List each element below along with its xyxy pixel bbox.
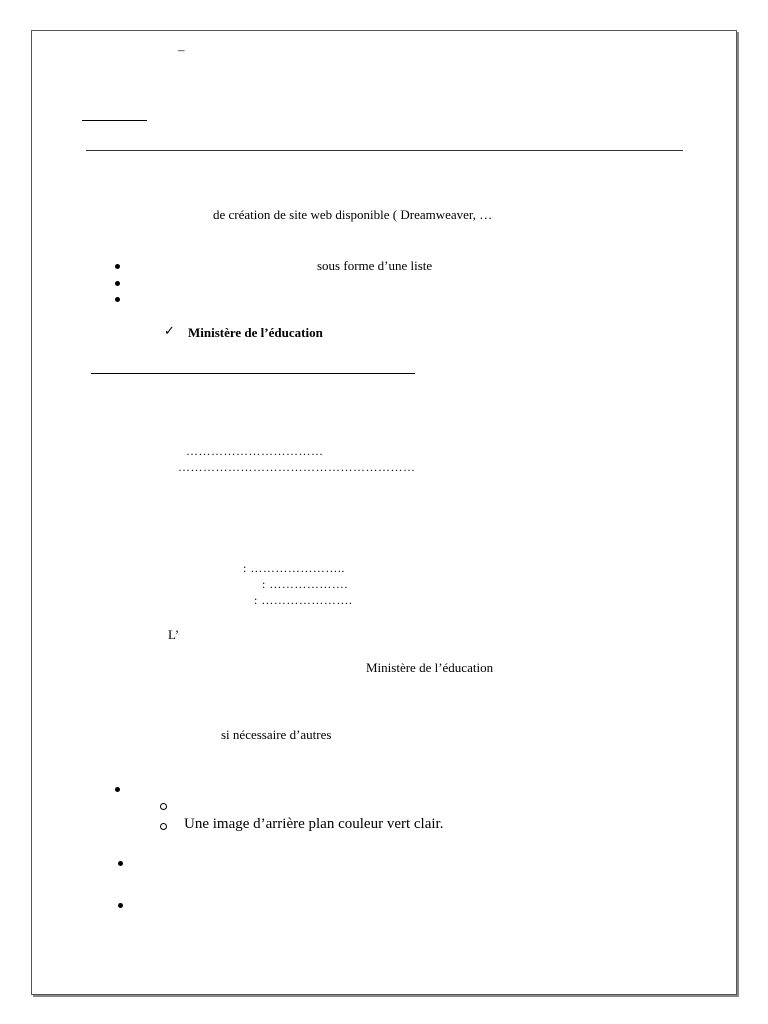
sublist-item: Une image d’arrière plan couleur vert clair. xyxy=(184,816,444,832)
list-bullet xyxy=(115,264,120,269)
dash-mark: – xyxy=(178,42,185,57)
dots-line: …………………………… xyxy=(186,444,324,458)
check-icon: ✓ xyxy=(164,323,175,338)
list-bullet xyxy=(118,903,123,908)
ministere-line: Ministère de l’éducation xyxy=(366,660,494,675)
field-dots: : ………………….. xyxy=(243,561,345,575)
list-bullet xyxy=(115,281,120,286)
section-underline xyxy=(91,373,415,374)
sublist-bullet xyxy=(160,823,167,830)
short-underline xyxy=(82,120,147,121)
l-apostrophe: L’ xyxy=(168,627,180,642)
list-bullet xyxy=(115,787,120,792)
si-necessaire-line: si nécessaire d’autres xyxy=(221,727,332,742)
field-dots: : ………………. xyxy=(262,577,348,591)
dots-line: ………………………………………………… xyxy=(178,460,416,474)
section-divider xyxy=(86,150,683,151)
sublist-bullet xyxy=(160,803,167,810)
page-border xyxy=(31,30,737,995)
check-item: Ministère de l’éducation xyxy=(188,325,323,340)
creation-line: de création de site web disponible ( Dreamweaver, … xyxy=(213,207,493,222)
list-bullet xyxy=(118,861,123,866)
list-bullet xyxy=(115,297,120,302)
list-item: sous forme d’une liste xyxy=(317,258,433,273)
field-dots: : …………………. xyxy=(254,593,353,607)
